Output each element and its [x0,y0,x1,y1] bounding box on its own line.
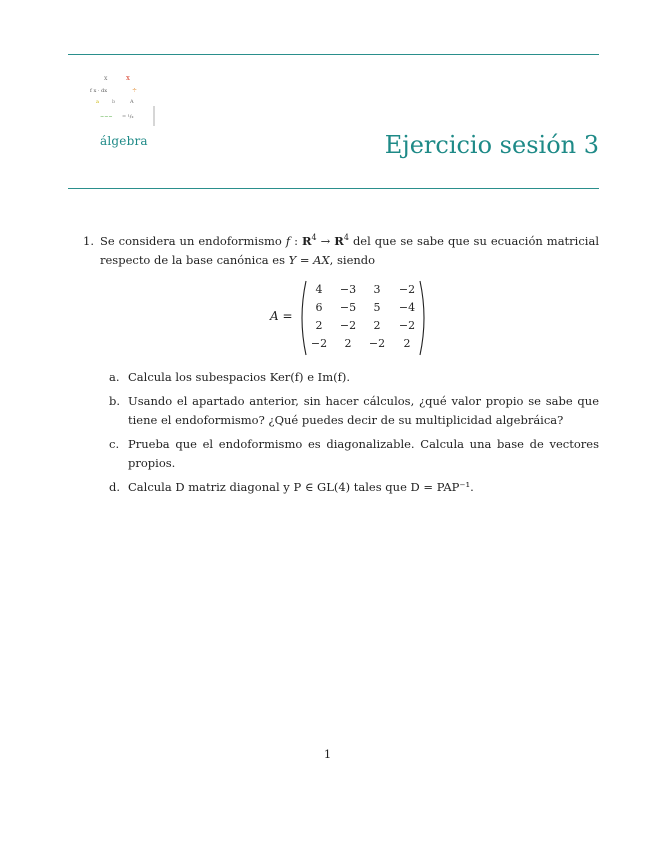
subitem-a [109,368,599,387]
problem-number: 1. [83,234,94,248]
intro-text: Se considera un endoformismo [100,234,282,248]
subitem-c [109,435,599,473]
svg-text:A: A [130,99,134,105]
subitem-d [109,478,599,497]
problem-statement [83,232,599,270]
header-top-rule [68,54,599,55]
domain-exponent: 4 [311,233,317,243]
matrix-cell: −5 [339,301,357,314]
subitems-list [109,368,599,502]
matrix-cell: −2 [368,337,386,350]
subitem-text: Calcula D matriz diagonal y P ∈ GL(4) tales que D = PAP⁻¹. [128,480,474,494]
matrix-cell: 2 [403,337,411,350]
svg-text:f x · dx: f x · dx [90,88,108,94]
matrix-cell: −2 [398,283,416,296]
domain-symbol: R [301,234,312,248]
matrix-A [298,280,428,356]
subitem-label: d. [109,480,121,494]
subitem-label: b. [109,394,121,408]
svg-text:a: a [96,99,99,105]
svg-text:x: x [126,74,130,82]
page-title: Ejercicio sesión 3 [384,131,599,159]
matrix-lhs: A = [270,309,293,323]
subitem-b [109,392,599,430]
svg-text:÷: ÷ [132,87,138,94]
map-symbol: f [285,234,291,248]
subitem-text: Calcula los subespacios Ker(f) e Im(f). [128,370,350,384]
intro-text-2: del que se sabe que su ecuación matricial respecto de la base canónica es [100,234,600,267]
subitem-label: a. [109,370,120,384]
matrix-display [270,280,430,356]
intro-text-3: , siendo [329,253,376,267]
matrix-cell: −2 [310,337,328,350]
page-number: 1 [323,747,332,761]
matrix-cell: −2 [398,319,416,332]
codomain-symbol: R [334,234,344,248]
matrix-cell: 2 [315,319,323,332]
matrix-cell: −2 [339,319,357,332]
subitem-text: Usando el apartado anterior, sin hacer cálculos, ¿qué valor propio se sabe que tiene el endoformismo? ¿Qué puedes decir de su multiplicidad algebráica? [128,394,599,427]
matrix-cell: 2 [344,337,352,350]
colon: : [294,234,298,248]
matrix-cell: 2 [373,319,381,332]
svg-text:x: x [104,75,108,82]
svg-text:b: b [112,99,116,105]
header-bottom-rule [68,188,599,189]
subitem-label: c. [109,437,120,451]
svg-text:= ¹/₂: = ¹/₂ [122,114,134,120]
svg-text:~~~: ~~~ [100,114,113,120]
matrix-cell: −4 [398,301,416,314]
matrix-cell: 4 [315,283,323,296]
arrow-symbol: → [320,234,331,248]
matrix-cell: 3 [373,283,381,296]
matrix-equation: Y = AX [288,253,330,267]
matrix-cell: 5 [373,301,381,314]
matrix-cell: 6 [315,301,323,314]
matrix-cell: −3 [339,283,357,296]
subitem-text: Prueba que el endoformismo es diagonalizable. Calcula una base de vectores propios. [128,437,599,470]
logo-wordmark: álgebra [100,134,148,148]
codomain-exponent: 4 [343,233,349,243]
